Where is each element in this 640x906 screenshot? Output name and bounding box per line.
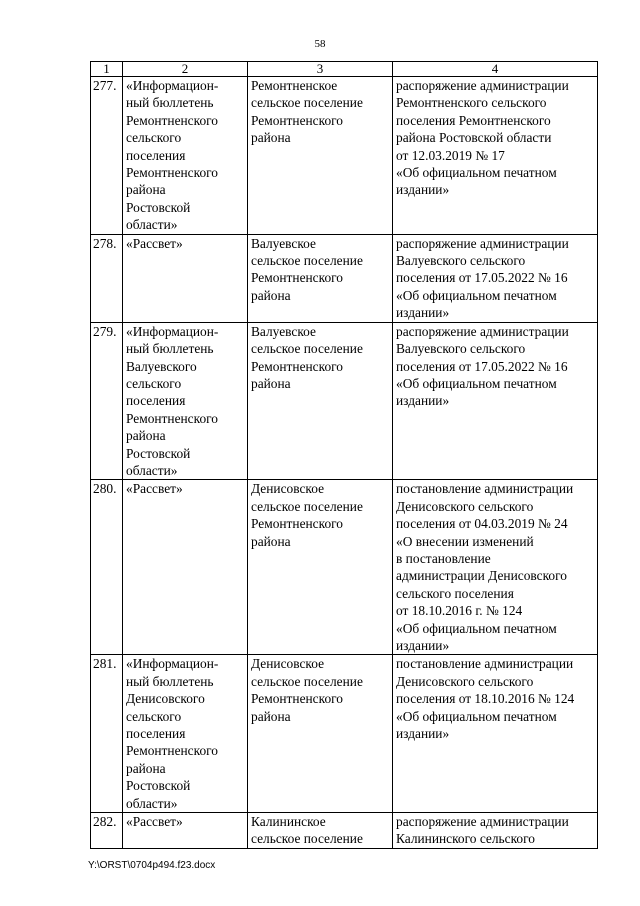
footer-file-path: Y:\ORST\0704p494.f23.docx bbox=[88, 860, 216, 871]
table-row bbox=[91, 322, 598, 480]
row-number: 278. bbox=[91, 234, 123, 322]
row-number: 282. bbox=[91, 813, 123, 849]
legal-document: постановление администрации Денисовского сельского поселения от 04.03.2019 № 24 «О внесении изменений в постановление администрации Денисовского сельского поселения от 18.10.2016 г. № 124 «Об официальном печатном издании» bbox=[393, 480, 598, 655]
column-header-1: 1 bbox=[91, 62, 123, 77]
settlement-name: Валуевское сельское поселение Ремонтненского района bbox=[248, 234, 393, 322]
table-row bbox=[91, 77, 598, 235]
legal-document: распоряжение администрации Валуевского сельского поселения от 17.05.2022 № 16 «Об официальном печатном издании» bbox=[393, 234, 598, 322]
publication-name: «Рассвет» bbox=[123, 480, 248, 655]
publication-name: «Рассвет» bbox=[123, 813, 248, 849]
settlement-name: Ремонтненское сельское поселение Ремонтненского района bbox=[248, 77, 393, 235]
column-header-2: 2 bbox=[123, 62, 248, 77]
table-header-row bbox=[91, 62, 598, 77]
settlement-name: Денисовское сельское поселение Ремонтненского района bbox=[248, 655, 393, 813]
row-number: 281. bbox=[91, 655, 123, 813]
legal-document: распоряжение администрации Калининского сельского bbox=[393, 813, 598, 849]
publication-name: «Информацион- ный бюллетень Ремонтненского сельского поселения Ремонтненского района Ростовской области» bbox=[123, 77, 248, 235]
column-header-3: 3 bbox=[248, 62, 393, 77]
table-row bbox=[91, 813, 598, 849]
publication-name: «Рассвет» bbox=[123, 234, 248, 322]
settlement-name: Денисовское сельское поселение Ремонтненского района bbox=[248, 480, 393, 655]
publication-name: «Информацион- ный бюллетень Денисовского сельского поселения Ремонтненского района Ростовской области» bbox=[123, 655, 248, 813]
legal-document: распоряжение администрации Валуевского сельского поселения от 17.05.2022 № 16 «Об официальном печатном издании» bbox=[393, 322, 598, 480]
row-number: 277. bbox=[91, 77, 123, 235]
table-row bbox=[91, 655, 598, 813]
table-row bbox=[91, 480, 598, 655]
publication-name: «Информацион- ный бюллетень Валуевского сельского поселения Ремонтненского района Ростовской области» bbox=[123, 322, 248, 480]
registry-table bbox=[90, 61, 598, 849]
settlement-name: Валуевское сельское поселение Ремонтненского района bbox=[248, 322, 393, 480]
column-header-4: 4 bbox=[393, 62, 598, 77]
legal-document: распоряжение администрации Ремонтненского сельского поселения Ремонтненского района Ростовской области от 12.03.2019 № 17 «Об официальном печатном издании» bbox=[393, 77, 598, 235]
row-number: 279. bbox=[91, 322, 123, 480]
page-number: 58 bbox=[314, 38, 326, 50]
settlement-name: Калининское сельское поселение bbox=[248, 813, 393, 849]
table-row bbox=[91, 234, 598, 322]
row-number: 280. bbox=[91, 480, 123, 655]
legal-document: постановление администрации Денисовского сельского поселения от 18.10.2016 № 124 «Об официальном печатном издании» bbox=[393, 655, 598, 813]
